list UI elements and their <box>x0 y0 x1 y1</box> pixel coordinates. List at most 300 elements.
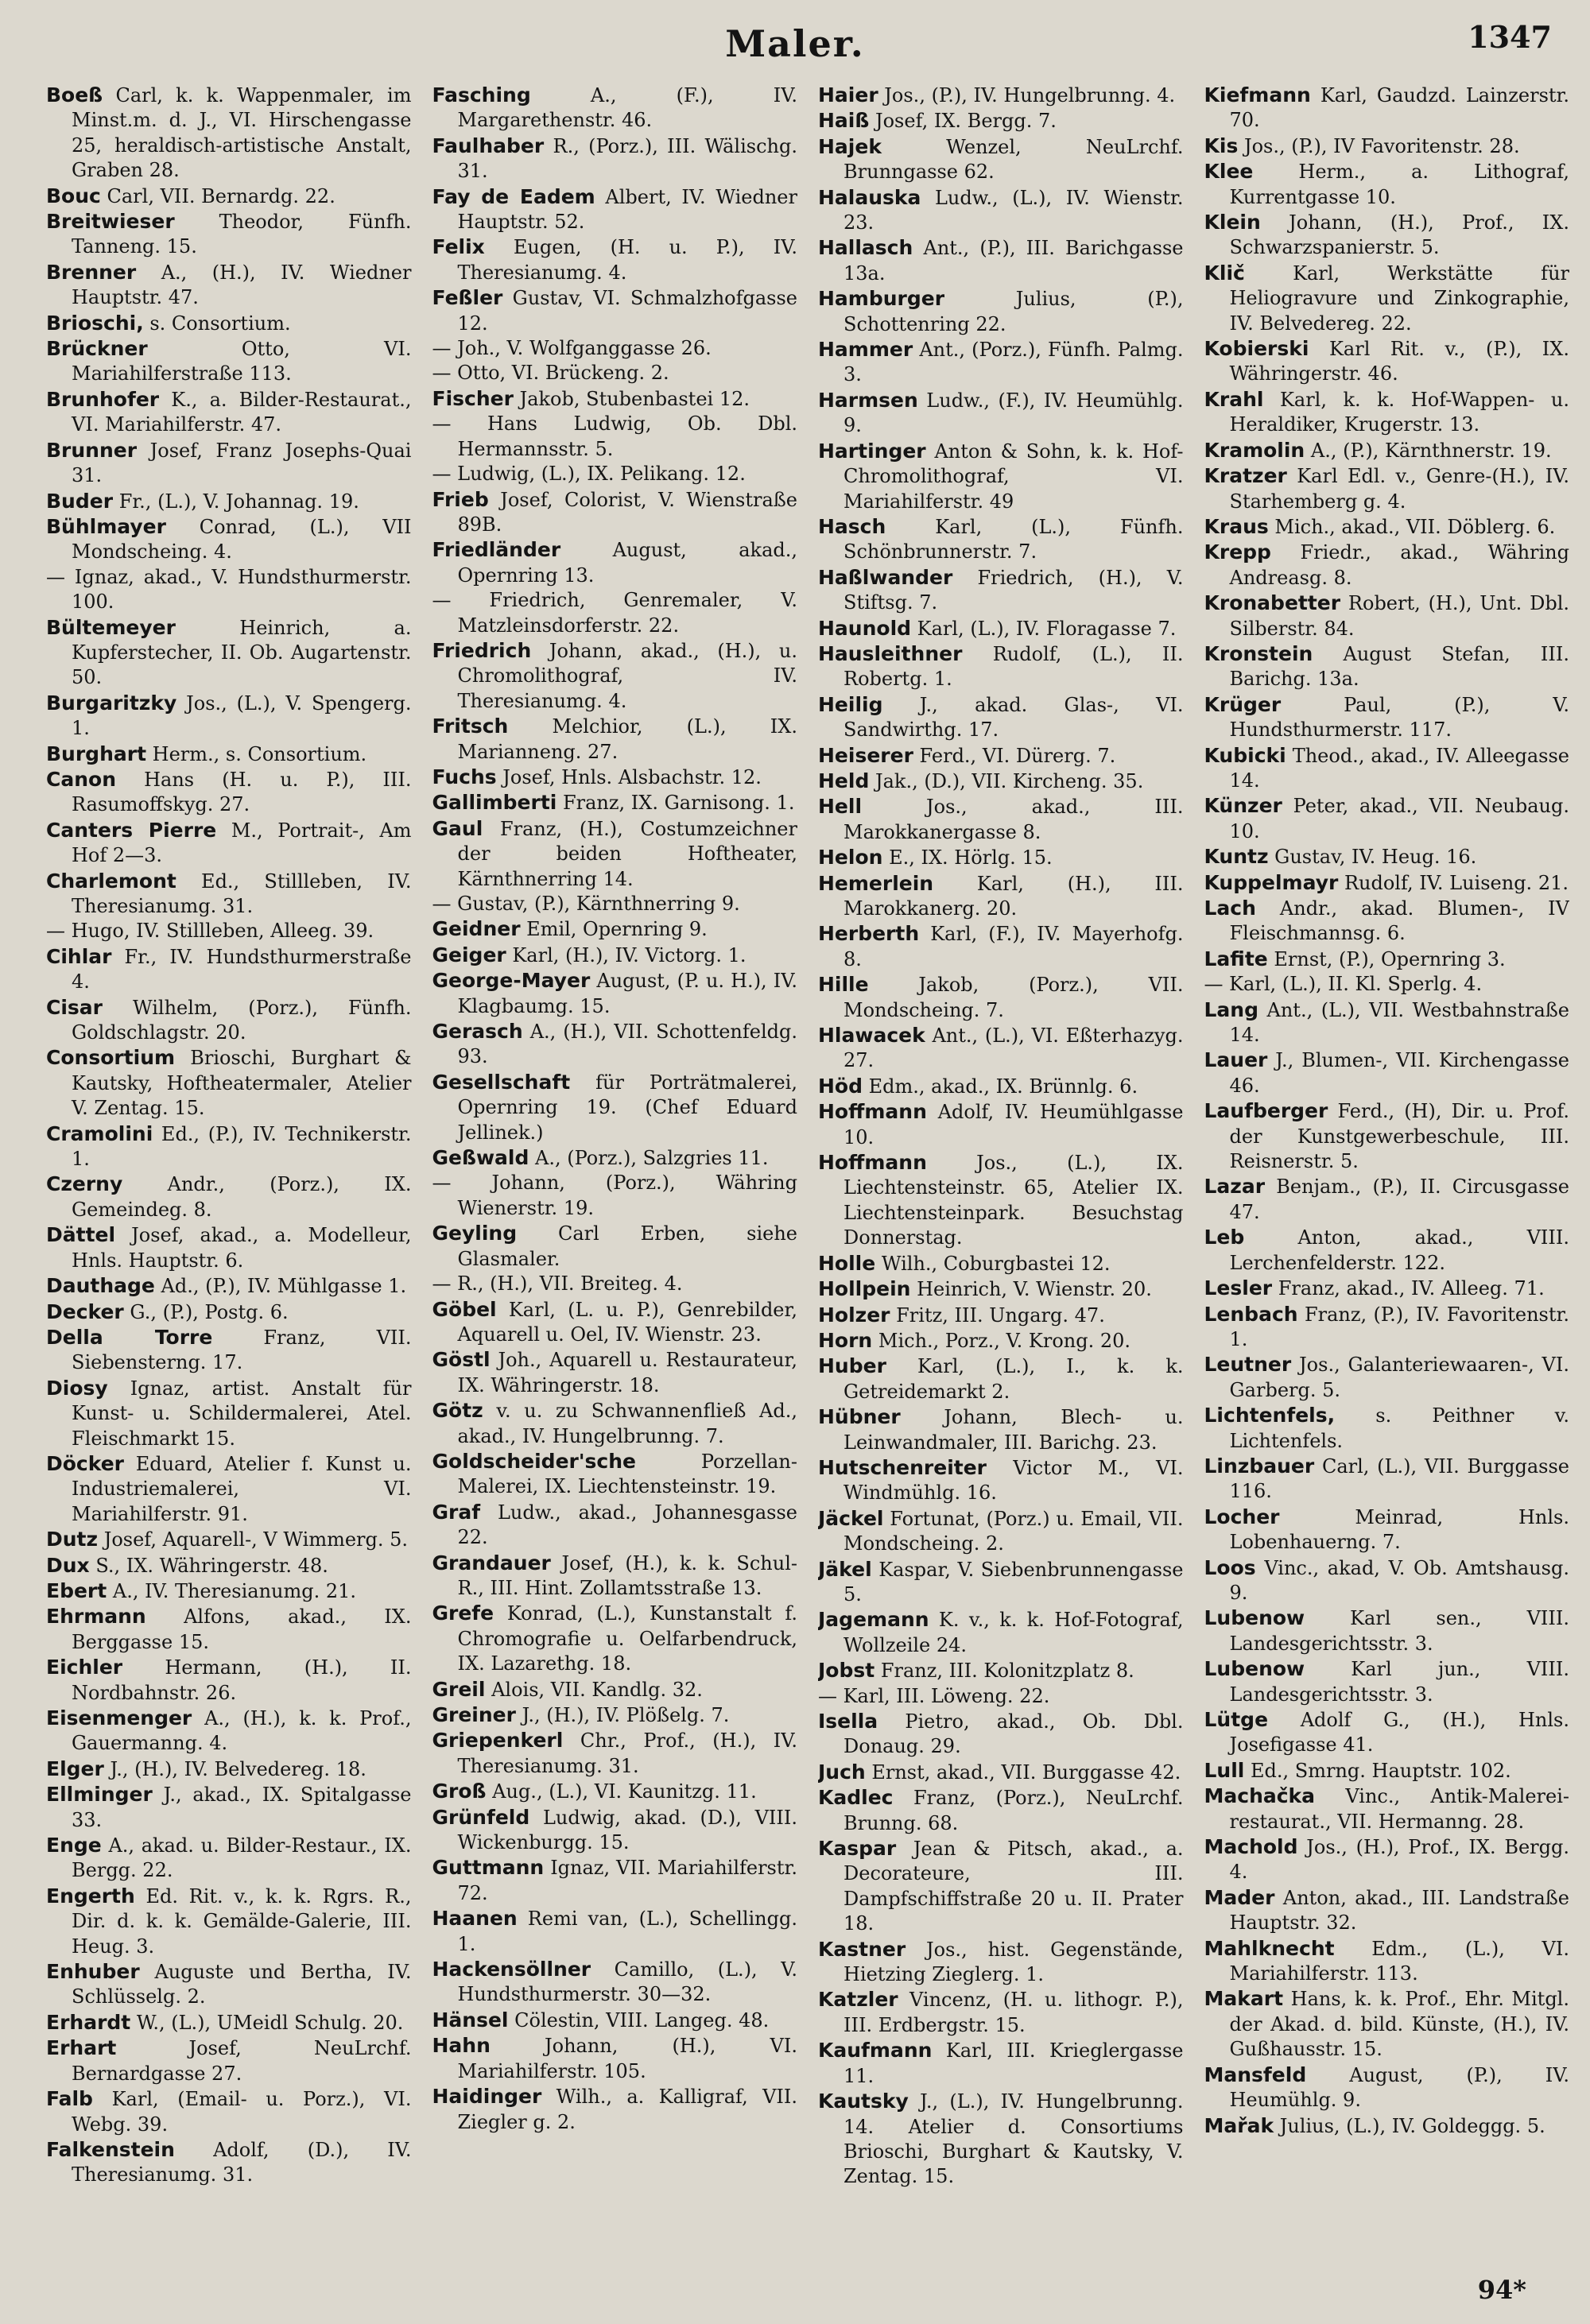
entry-name: Hamburger <box>818 287 945 311</box>
entry-name: Heiserer <box>818 743 913 767</box>
entry-name: Kastner <box>818 1937 906 1961</box>
directory-entry <box>818 439 1184 514</box>
entry-details: R., (Porz.), III. Wälischg. 31. <box>457 134 797 183</box>
column-1 <box>46 83 412 2245</box>
entry-name: Geyling <box>432 1222 518 1245</box>
entry-name: Brückner <box>46 337 148 361</box>
entry-name: Klee <box>1204 160 1254 184</box>
entry-details: v. u. zu Schwannenfließ Ad., akad., IV. Hungelbrunng. 7. <box>457 1400 797 1447</box>
page-number: 1347 <box>1468 19 1552 55</box>
directory-entry <box>432 638 798 714</box>
entry-name: Grandauer <box>432 1551 551 1575</box>
entry-details: M., Portrait-, Am Hof 2—3. <box>72 819 412 867</box>
directory-entry <box>46 1655 412 1706</box>
entry-name: Engerth <box>46 1884 135 1908</box>
entry-name: Hallasch <box>818 236 913 260</box>
entry-name: Bouc <box>46 184 101 207</box>
directory-entry <box>818 2089 1184 2190</box>
entry-details: Auguste und Bertha, IV. Schlüsselg. 2. <box>72 1961 412 2008</box>
entry-details: Andr., akad. Blumen-, IV Fleischmannsg. 6. <box>1229 897 1569 945</box>
entry-details: Wilh., Coburgbastei 12. <box>881 1252 1111 1275</box>
entry-name: Felix <box>432 235 485 259</box>
entry-details: W., (L.), UMeidl Schulg. 20. <box>136 2011 404 2034</box>
entry-details: Jos., (P.), IV Favoritenstr. 28. <box>1243 134 1520 157</box>
directory-entry <box>818 337 1184 388</box>
entry-name: Della Torre <box>46 1325 213 1349</box>
entry-details: Ernst, (P.), Opernring 3. <box>1274 947 1506 970</box>
entry-details: Eduard, Atelier f. Kunst u. Industriemalerei, VI. Mariahilferstr. 91. <box>72 1452 412 1525</box>
directory-entry <box>1204 1885 1570 1936</box>
entry-details: J., (H.), IV. Belvedereg. 18. <box>110 1757 366 1780</box>
directory-entry <box>46 742 412 767</box>
directory-entry <box>1204 1656 1570 1707</box>
entry-details: Josef, Franz Josephs-Quai 31. <box>72 439 412 487</box>
entry-name: Jagemann <box>818 1608 929 1632</box>
entry-name: Friedländer <box>432 538 561 562</box>
entry-name: Haier <box>818 83 878 107</box>
directory-entry <box>46 944 412 995</box>
directory-entry <box>432 968 798 1019</box>
directory-entry <box>46 2035 412 2086</box>
entry-details: Karl, (L. u. P.), Genrebilder, Aquarell u. Oel, IV. Wienstr. 23. <box>457 1298 797 1346</box>
entry-name: Hajek <box>818 134 882 158</box>
entry-details: G., (P.), Postg. 6. <box>130 1300 289 1323</box>
directory-entry <box>432 1702 798 1728</box>
entry-details: Gustav, IV. Heug. 16. <box>1274 846 1477 869</box>
entry-name: Feßler <box>432 286 503 310</box>
directory-entry <box>432 184 798 235</box>
directory-entry <box>46 1045 412 1121</box>
directory-entry <box>432 134 798 184</box>
entry-details: Chr., Prof., (H.), IV. Theresianumg. 31. <box>457 1729 797 1777</box>
entry-name: Lach <box>1204 897 1256 920</box>
entry-details: Vinc., Antik-Malerei-restaurat., VII. Hermanng. 28. <box>1229 1785 1569 1833</box>
entry-details: Karl, (L.), IV. Floragasse 7. <box>917 617 1177 640</box>
entry-name: Geidner <box>432 917 521 941</box>
directory-entry <box>1204 870 1570 896</box>
entry-name: Loos <box>1204 1555 1256 1579</box>
entry-name: Fasching <box>432 83 531 107</box>
entry-details: Emil, Opernring 9. <box>526 918 708 941</box>
entry-name: Krepp <box>1204 540 1271 564</box>
entry-details: Alois, VII. Kandlg. 32. <box>491 1678 703 1701</box>
entry-name: Lubenow <box>1204 1606 1305 1630</box>
directory-entry <box>432 1500 798 1551</box>
directory-entry <box>1204 1174 1570 1225</box>
directory-entry <box>1204 972 1570 997</box>
entry-name: Makart <box>1204 1987 1284 2011</box>
directory-entry <box>432 1019 798 1070</box>
directory-entry <box>1204 1302 1570 1353</box>
entry-name: Canters Pierre <box>46 818 217 842</box>
directory-entry <box>818 769 1184 794</box>
directory-entry <box>46 1833 412 1884</box>
entry-details: August, (P. u. H.), IV. Klagbaumg. 15. <box>457 970 797 1017</box>
entry-name: Lang <box>1204 997 1258 1021</box>
entry-name: Leb <box>1204 1226 1245 1249</box>
entry-name: Boeß <box>46 83 103 107</box>
directory-entry <box>46 83 412 184</box>
directory-entry <box>46 2086 412 2137</box>
directory-entry <box>432 234 798 285</box>
directory-entry <box>432 1398 798 1449</box>
directory-entry <box>432 943 798 968</box>
directory-entry <box>432 83 798 134</box>
entry-name: Lenbach <box>1204 1302 1298 1326</box>
directory-entry <box>46 565 412 615</box>
directory-entry <box>818 1684 1184 1709</box>
entry-name: Kuntz <box>1204 845 1269 869</box>
entry-name: Linzbauer <box>1204 1454 1315 1478</box>
entry-details: Heinrich, a. Kupferstecher, II. Ob. Augartenstr. 50. <box>72 616 412 689</box>
directory-entry <box>1204 540 1570 591</box>
entry-name: Charlemont <box>46 869 176 893</box>
directory-entry <box>46 184 412 209</box>
entry-name: Lauer <box>1204 1048 1268 1072</box>
directory-entry <box>818 972 1184 1023</box>
entry-name: Hänsel <box>432 2008 509 2032</box>
entry-name: Hausleithner <box>818 641 963 665</box>
directory-entry <box>1204 896 1570 947</box>
column-3 <box>818 83 1184 2245</box>
entry-name: Gallimberti <box>432 791 557 815</box>
directory-entry <box>1204 947 1570 972</box>
entry-details: Carl, (L.), VII. Burggasse 116. <box>1229 1454 1569 1503</box>
entry-name: Krüger <box>1204 692 1282 716</box>
entry-name: Gerasch <box>432 1020 523 1044</box>
entry-details: Herm., a. Lithograf, Kurrentgasse 10. <box>1229 161 1569 208</box>
directory-entry <box>1204 591 1570 641</box>
entry-details: — R., (H.), VII. Breiteg. 4. <box>432 1272 683 1296</box>
directory-entry <box>818 743 1184 769</box>
entry-details: Jos., Galanteriewaaren-, VI. Garberg. 5. <box>1229 1354 1569 1401</box>
entry-name: Hackensöllner <box>432 1958 591 1981</box>
entry-name: Hlawacek <box>818 1024 925 1048</box>
entry-name: Holle <box>818 1251 876 1275</box>
directory-entry <box>432 1677 798 1702</box>
entry-details: Conrad, (L.), VII Mondscheing. 4. <box>72 515 412 564</box>
entry-name: Fuchs <box>432 765 497 788</box>
entry-name: Enge <box>46 1834 102 1857</box>
entry-details: — Joh., V. Wolfganggasse 26. <box>432 337 712 360</box>
directory-entry <box>46 514 412 565</box>
entry-details: Ed., Stillleben, IV. Theresianumg. 31. <box>72 870 412 917</box>
entry-details: — Johann, (Porz.), Währing Wienerstr. 19. <box>432 1172 797 1219</box>
directory-entry <box>818 1328 1184 1354</box>
directory-entry <box>46 1222 412 1273</box>
entry-details: Karl, k. k. Hof-Wappen- u. Heraldiker, Krugerstr. 13. <box>1229 388 1569 436</box>
entry-details: Friedr., akad., Währing Andreasg. 8. <box>1229 541 1569 589</box>
entry-details: A., (F.), IV. Margarethenstr. 46. <box>457 84 797 132</box>
entry-details: Joh., Aquarell u. Restaurateur, IX. Währingerstr. 18. <box>457 1349 797 1396</box>
directory-entry <box>46 260 412 311</box>
entry-details: s. Consortium. <box>149 312 291 335</box>
directory-entry <box>46 1706 412 1757</box>
directory-entry <box>818 1251 1184 1276</box>
entry-name: Laufberger <box>1204 1099 1328 1123</box>
directory-entry <box>46 1121 412 1172</box>
entry-name: Lazar <box>1204 1175 1266 1199</box>
entry-details: Theodor, Fünfh. Tanneng. 15. <box>72 211 412 258</box>
entry-name: Brioschi, <box>46 311 144 335</box>
directory-entry <box>818 83 1184 108</box>
directory-entry <box>1204 134 1570 159</box>
entry-details: Josef, Aquarell-, V Wimmerg. 5. <box>103 1528 409 1551</box>
entry-details: Paul, (P.), V. Hundsthurmerstr. 117. <box>1229 693 1569 742</box>
entry-name: Kramolin <box>1204 438 1305 462</box>
entry-details: Rudolf, IV. Luiseng. 21. <box>1344 871 1569 894</box>
entry-name: Dättel <box>46 1223 116 1247</box>
entry-name: Kuppelmayr <box>1204 870 1339 894</box>
entry-name: Faulhaber <box>432 134 545 157</box>
entry-name: Friedrich <box>432 638 532 662</box>
entry-name: Klein <box>1204 211 1261 234</box>
entry-details: Karl, Werkstätte für Heliogravure und Zinkographie, IV. Belvedereg. 22. <box>1229 261 1569 335</box>
directory-entry <box>46 818 412 869</box>
column-4 <box>1204 83 1570 2245</box>
entry-name: Kobierski <box>1204 337 1309 361</box>
entry-name: Hemerlein <box>818 871 934 895</box>
entry-name: Mansfeld <box>1204 2063 1307 2086</box>
entry-details: J., Blumen-, VII. Kirchengasse 46. <box>1229 1049 1569 1097</box>
entry-name: Breitwieser <box>46 210 175 234</box>
entry-details: Otto, VI. Mariahilferstraße 113. <box>72 338 412 385</box>
entry-details: Karl, (L.), I., k. k. Getreidemarkt 2. <box>843 1355 1184 1403</box>
directory-entry <box>1204 387 1570 438</box>
entry-details: Josef, IX. Bergg. 7. <box>874 110 1057 133</box>
entry-details: K. v., k. k. Hof-Fotograf, Wollzeile 24. <box>843 1609 1184 1656</box>
entry-name: Greil <box>432 1677 486 1701</box>
directory-entry <box>46 615 412 691</box>
entry-name: Decker <box>46 1300 124 1323</box>
entry-name: Hoffmann <box>818 1100 927 1124</box>
entry-name: Lütge <box>1204 1708 1269 1731</box>
entry-name: Hasch <box>818 514 886 538</box>
entry-details: s. Peithner v. Lichtenfels. <box>1229 1404 1569 1452</box>
entry-name: Mařak <box>1204 2113 1274 2137</box>
entry-details: Karl, (H.), III. Marokkanerg. 20. <box>843 872 1184 920</box>
entry-name: Brunner <box>46 438 138 462</box>
directory-entry <box>432 790 798 815</box>
entry-name: Frieb <box>432 487 489 511</box>
entry-details: Karl sen., VIII. Landesgerichtsstr. 3. <box>1229 1607 1569 1655</box>
directory-entry <box>46 919 412 943</box>
entry-details: Josef, akad., a. Modelleur, Hnls. Hauptstr. 6. <box>72 1224 412 1272</box>
directory-entry <box>432 1347 798 1398</box>
directory-entry <box>46 209 412 260</box>
entry-name: Ellminger <box>46 1783 153 1807</box>
entry-details: Robert, (H.), Unt. Dbl. Silberstr. 84. <box>1229 592 1569 640</box>
entry-details: Jakob, (Porz.), VII. Mondscheing. 7. <box>843 974 1184 1021</box>
entry-details: Fritz, III. Ungarg. 47. <box>896 1303 1105 1327</box>
entry-details: Anton, akad., III. Landstraße Hauptstr. 32. <box>1229 1886 1569 1935</box>
directory-entry <box>818 1303 1184 1328</box>
directory-entry <box>818 514 1184 565</box>
directory-entry <box>818 235 1184 286</box>
entry-details: Karl Edl. v., Genre-(H.), IV. Starhemberg g. 4. <box>1229 465 1569 513</box>
directory-entry <box>818 1023 1184 1074</box>
entry-name: Mader <box>1204 1885 1275 1909</box>
directory-entry <box>1204 1936 1570 1987</box>
directory-entry <box>818 286 1184 337</box>
entry-name: Griepenkerl <box>432 1729 564 1753</box>
directory-entry <box>818 845 1184 870</box>
entry-details: Josef, Colorist, V. Wienstraße 89B. <box>457 488 797 536</box>
directory-entry <box>818 1404 1184 1455</box>
entry-name: Gaul <box>432 816 483 840</box>
entry-name: Eisenmenger <box>46 1706 192 1729</box>
entry-details: — Hans Ludwig, Ob. Dbl. Hermannsstr. 5. <box>432 413 797 460</box>
entry-details: A., (Porz.), Salzgries 11. <box>535 1147 769 1170</box>
entry-name: Kautsky <box>818 2090 909 2113</box>
entry-name: Katzler <box>818 1988 898 2012</box>
directory-entry <box>432 1272 798 1296</box>
directory-entry <box>818 921 1184 972</box>
directory-entry <box>818 565 1184 616</box>
directory-entry <box>46 1757 412 1782</box>
directory-entry <box>432 1171 798 1221</box>
entry-name: Bühlmayer <box>46 514 166 538</box>
directory-entry <box>46 1553 412 1578</box>
entry-details: Karl, (F.), IV. Mayerhofg. 8. <box>843 923 1184 970</box>
entry-name: Kaufmann <box>818 2039 933 2063</box>
entry-details: Rudolf, (L.), II. Robertg. 1. <box>843 642 1184 691</box>
entry-details: Wilh., a. Kalligraf, VII. Ziegler g. 2. <box>457 2086 797 2133</box>
entry-details: Josef, (H.), k. k. Schul-R., III. Hint. Zollamtsstraße 13. <box>457 1551 797 1599</box>
directory-entry <box>432 412 798 462</box>
entry-name: Jäkel <box>818 1557 872 1581</box>
entry-name: Held <box>818 769 870 792</box>
entry-details: Jakob, Stubenbastei 12. <box>519 387 750 410</box>
entry-name: Grefe <box>432 1602 494 1625</box>
entry-name: Greiner <box>432 1703 516 1726</box>
directory-entry <box>432 285 798 336</box>
entry-details: Adolf, IV. Heumühlgasse 10. <box>843 1101 1184 1148</box>
entry-details: A., (P.), Kärnthnerstr. 19. <box>1310 439 1552 462</box>
directory-entry <box>46 1172 412 1222</box>
entry-name: Kubicki <box>1204 743 1286 767</box>
entry-name: Klič <box>1204 261 1245 285</box>
directory-entry <box>1204 1986 1570 2062</box>
directory-entry <box>432 892 798 916</box>
entry-details: Karl, III. Krieglergasse 11. <box>843 2039 1184 2087</box>
entry-details: — Karl, (L.), II. Kl. Sperlg. 4. <box>1204 973 1483 996</box>
directory-entry <box>1204 1098 1570 1174</box>
entry-details: Meinrad, Hnls. Lobenhauerng. 7. <box>1229 1505 1569 1554</box>
entry-details: Josef, NeuLrchf. Bernardgasse 27. <box>72 2037 412 2085</box>
entry-name: Hoffmann <box>818 1151 927 1175</box>
entry-details: Franz, (Porz.), NeuLrchf. Brunng. 68. <box>843 1787 1184 1834</box>
entry-name: Machold <box>1204 1835 1298 1859</box>
entry-name: Cramolini <box>46 1121 153 1145</box>
entry-name: Dauthage <box>46 1274 155 1298</box>
directory-entry <box>818 1455 1184 1506</box>
directory-entry <box>818 1074 1184 1099</box>
directory-entry <box>1204 1352 1570 1403</box>
entry-name: Elger <box>46 1757 104 1780</box>
directory-entry <box>818 185 1184 236</box>
directory-entry <box>432 816 798 892</box>
directory-entry <box>818 641 1184 692</box>
directory-entry <box>818 1760 1184 1785</box>
directory-entry <box>818 134 1184 185</box>
entry-details: — Gustav, (P.), Kärnthnerring 9. <box>432 893 740 915</box>
directory-entry <box>1204 159 1570 210</box>
entry-name: Haiß <box>818 109 870 133</box>
entry-name: Halauska <box>818 185 921 209</box>
entry-details: Fr., IV. Hundsthurmerstraße 4. <box>72 945 412 994</box>
entry-name: Hübner <box>818 1405 901 1429</box>
entry-name: Huber <box>818 1354 886 1378</box>
entry-details: Mich., akad., VII. Döblerg. 6. <box>1274 515 1556 538</box>
directory-entry <box>1204 1555 1570 1606</box>
entry-details: Ed. Rit. v., k. k. Rgrs. R., Dir. d. k. k. Gemälde-Galerie, III. Heug. 3. <box>72 1884 412 1958</box>
entry-name: Hollpein <box>818 1277 911 1301</box>
directory-entry <box>1204 844 1570 870</box>
entry-name: Burghart <box>46 742 147 765</box>
entry-details: Vincenz, (H. u. lithogr. P.), III. Erdbergstr. 15. <box>843 1989 1184 2036</box>
entry-details: Konrad, (L.), Kunstanstalt f. Chromografie u. Oelfarbendruck, IX. Lazarethg. 18. <box>457 1602 797 1675</box>
entry-name: Krahl <box>1204 387 1264 411</box>
entry-name: Machačka <box>1204 1784 1316 1808</box>
entry-details: Ant., (P.), III. Barichgasse 13a. <box>843 237 1184 285</box>
entry-details: Brioschi, Burghart & Kautsky, Hoftheatermaler, Atelier V. Zentag. 15. <box>72 1047 412 1120</box>
entry-name: Ebert <box>46 1578 107 1602</box>
entry-details: Hermann, (H.), II. Nordbahnstr. 26. <box>72 1656 412 1704</box>
directory-entry <box>46 1451 412 1527</box>
directory-entry <box>432 1906 798 1957</box>
entry-details: — Hugo, IV. Stillleben, Alleeg. 39. <box>46 920 374 943</box>
entry-details: J., (L.), IV. Hungelbrunng. 14. Atelier d. Consortiums Brioschi, Burghart & Kautsky, V. Zentag. 15. <box>843 2090 1184 2188</box>
entry-name: Hartinger <box>818 439 926 463</box>
entry-details: Ignaz, VII. Mariahilferstr. 72. <box>457 1857 797 1904</box>
directory-entry <box>432 1449 798 1500</box>
entry-details: Theod., akad., IV. Alleegasse 14. <box>1229 744 1569 792</box>
entry-name: Herberth <box>818 922 920 946</box>
entry-name: Hahn <box>432 2034 491 2058</box>
directory-entry <box>432 2008 798 2033</box>
entry-name: Geiger <box>432 943 506 966</box>
directory-entry <box>46 1578 412 1604</box>
entry-details: Johann, Blech- u. Leinwandmaler, III. Barichg. 23. <box>843 1406 1184 1454</box>
entry-name: Lubenow <box>1204 1657 1305 1681</box>
directory-entry <box>1204 1834 1570 1885</box>
directory-entry <box>1204 997 1570 1048</box>
directory-entry <box>432 714 798 765</box>
entry-details: K., a. Bilder-Restaurat., VI. Mariahilferstr. 47. <box>72 388 412 436</box>
entry-name: Göbel <box>432 1297 497 1321</box>
entry-details: Franz, (P.), IV. Favoritenstr. 1. <box>1229 1303 1569 1350</box>
entry-name: Haunold <box>818 616 912 640</box>
entry-details: Karl, (H.), IV. Victorg. 1. <box>512 943 747 966</box>
entry-details: Ludwig, akad. (D.), VIII. Wickenburgg. 15. <box>457 1806 797 1854</box>
entry-name: Haßlwander <box>818 565 953 589</box>
entry-details: Anton & Sohn, k. k. Hof-Chromolithograf, VI. Mariahilferstr. 49 <box>843 440 1184 513</box>
entry-name: Czerny <box>46 1172 123 1196</box>
entry-name: Haanen <box>432 1907 518 1931</box>
entry-details: J., akad., IX. Spitalgasse 33. <box>72 1784 412 1831</box>
directory-entry <box>432 1805 798 1856</box>
entry-name: Harmsen <box>818 388 918 412</box>
entry-name: Jobst <box>818 1659 875 1683</box>
entry-name: Eichler <box>46 1656 123 1679</box>
directory-entry <box>46 387 412 438</box>
entry-details: Ant., (L.), VII. Westbahnstraße 14. <box>1229 998 1569 1047</box>
entry-details: Franz, akad., IV. Alleeg. 71. <box>1278 1277 1545 1300</box>
entry-details: August, (P.), IV. Heumühlg. 9. <box>1229 2063 1569 2112</box>
directory-entry <box>432 765 798 790</box>
entry-name: Horn <box>818 1328 873 1352</box>
